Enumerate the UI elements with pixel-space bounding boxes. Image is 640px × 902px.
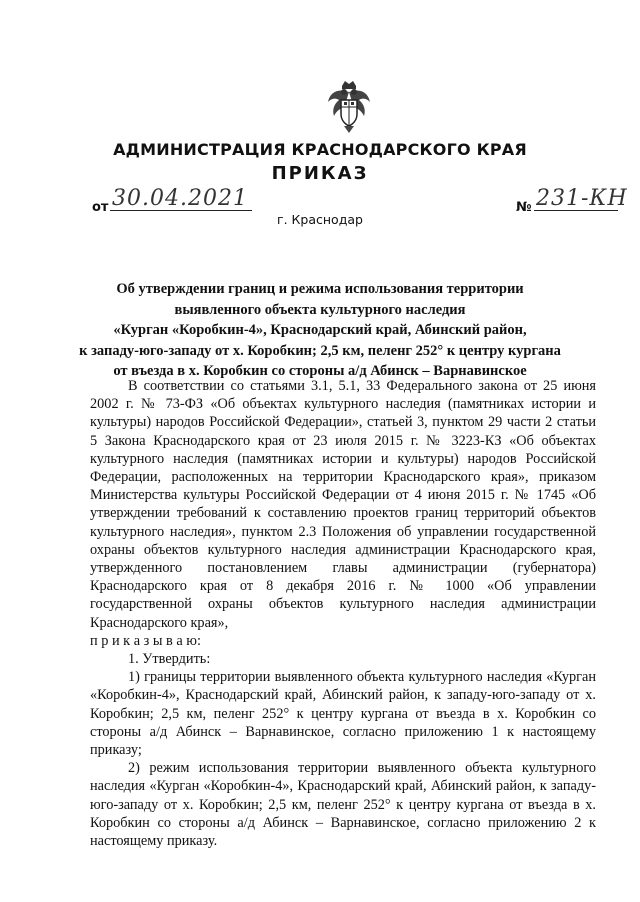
title-line: от въезда в х. Коробкин со стороны а/д Абинск – Варнавинское xyxy=(113,363,527,379)
item-1: 1. Утвердить: xyxy=(128,651,211,668)
item-1-1: 1) границы территории выявленного объекта культурного наследия «Курган «Коробкин-4», Краснодарский край, Абинский район, к западу-юго-западу от х. Коробкин; 2,5 км, пеленг 252° к центру кургана от въезда в х. Коробкин со стороны а/д Абинск – Варнавинское, согласно приложению 1 к настоящему приказу; xyxy=(90,669,596,759)
handwritten-number: 231-КН xyxy=(536,186,628,211)
title-line: Об утверждении границ и режима использования территории xyxy=(116,281,524,297)
item-1-2: 2) режим использования территории выявленного объекта культурного наследия «Курган «Коробкин-4», Краснодарский край, Абинский район, к западу-юго-западу от х. Коробкин; 2,5 км, пеленг 252° к центру кургана от въезда в х. Коробкин со стороны а/д Абинск – Варнавинское, согласно приложению 2 к настоящему приказу. xyxy=(90,760,596,850)
number-underline xyxy=(534,210,618,211)
organization-name: АДМИНИСТРАЦИЯ КРАСНОДАРСКОГО КРАЯ xyxy=(113,140,527,159)
title-line: «Курган «Коробкин-4», Краснодарский край, Абинский район, xyxy=(113,322,527,338)
date-prefix: от xyxy=(92,200,109,215)
document-type: ПРИКАЗ xyxy=(271,163,369,184)
coat-of-arms-icon xyxy=(326,78,372,134)
order-word: п р и к а з ы в а ю: xyxy=(90,632,201,649)
handwritten-date: 30.04.2021 xyxy=(112,186,248,211)
title-line: выявленного объекта культурного наследия xyxy=(174,301,466,318)
number-prefix: № xyxy=(516,200,532,215)
order-title xyxy=(60,279,580,382)
title-line: к западу-юго-западу от х. Коробкин; 2,5 км, пеленг 252° к центру кургана xyxy=(79,342,561,359)
date-underline xyxy=(110,210,252,211)
order-body xyxy=(90,377,596,850)
city-label: г. Краснодар xyxy=(277,212,363,227)
preamble-paragraph: В соответствии со статьями 3.1, 5.1, 33 Федерального закона от 25 июня 2002 г. № 73-ФЗ «Об объектах культурного наследия (памятниках истории и культуры) народов Российской Федерации», статьей 3, пунктом 29 части 2 статьи 5 Закона Краснодарского края от 23 июля 2015 г. № 3223-КЗ «Об объектах культурного наследия (памятниках истории и культуры) народов Российской Федерации, расположенных на территории Краснодарского края», приказом Министерства культуры Российской Федерации от 4 июня 2015 г. № 1745 «Об утверждении требований к составлению проектов границ территорий объектов культурного наследия», пунктом 2.3 Положения об управлении государственной охраны объектов культурного наследия администрации Краснодарского края, утвержденного постановлением главы администрации (губернатора) Краснодарского края от 8 декабря 2016 г. № 1000 «Об управлении государственной охраны объектов культурного наследия администрации Краснодарского края», xyxy=(90,378,596,631)
